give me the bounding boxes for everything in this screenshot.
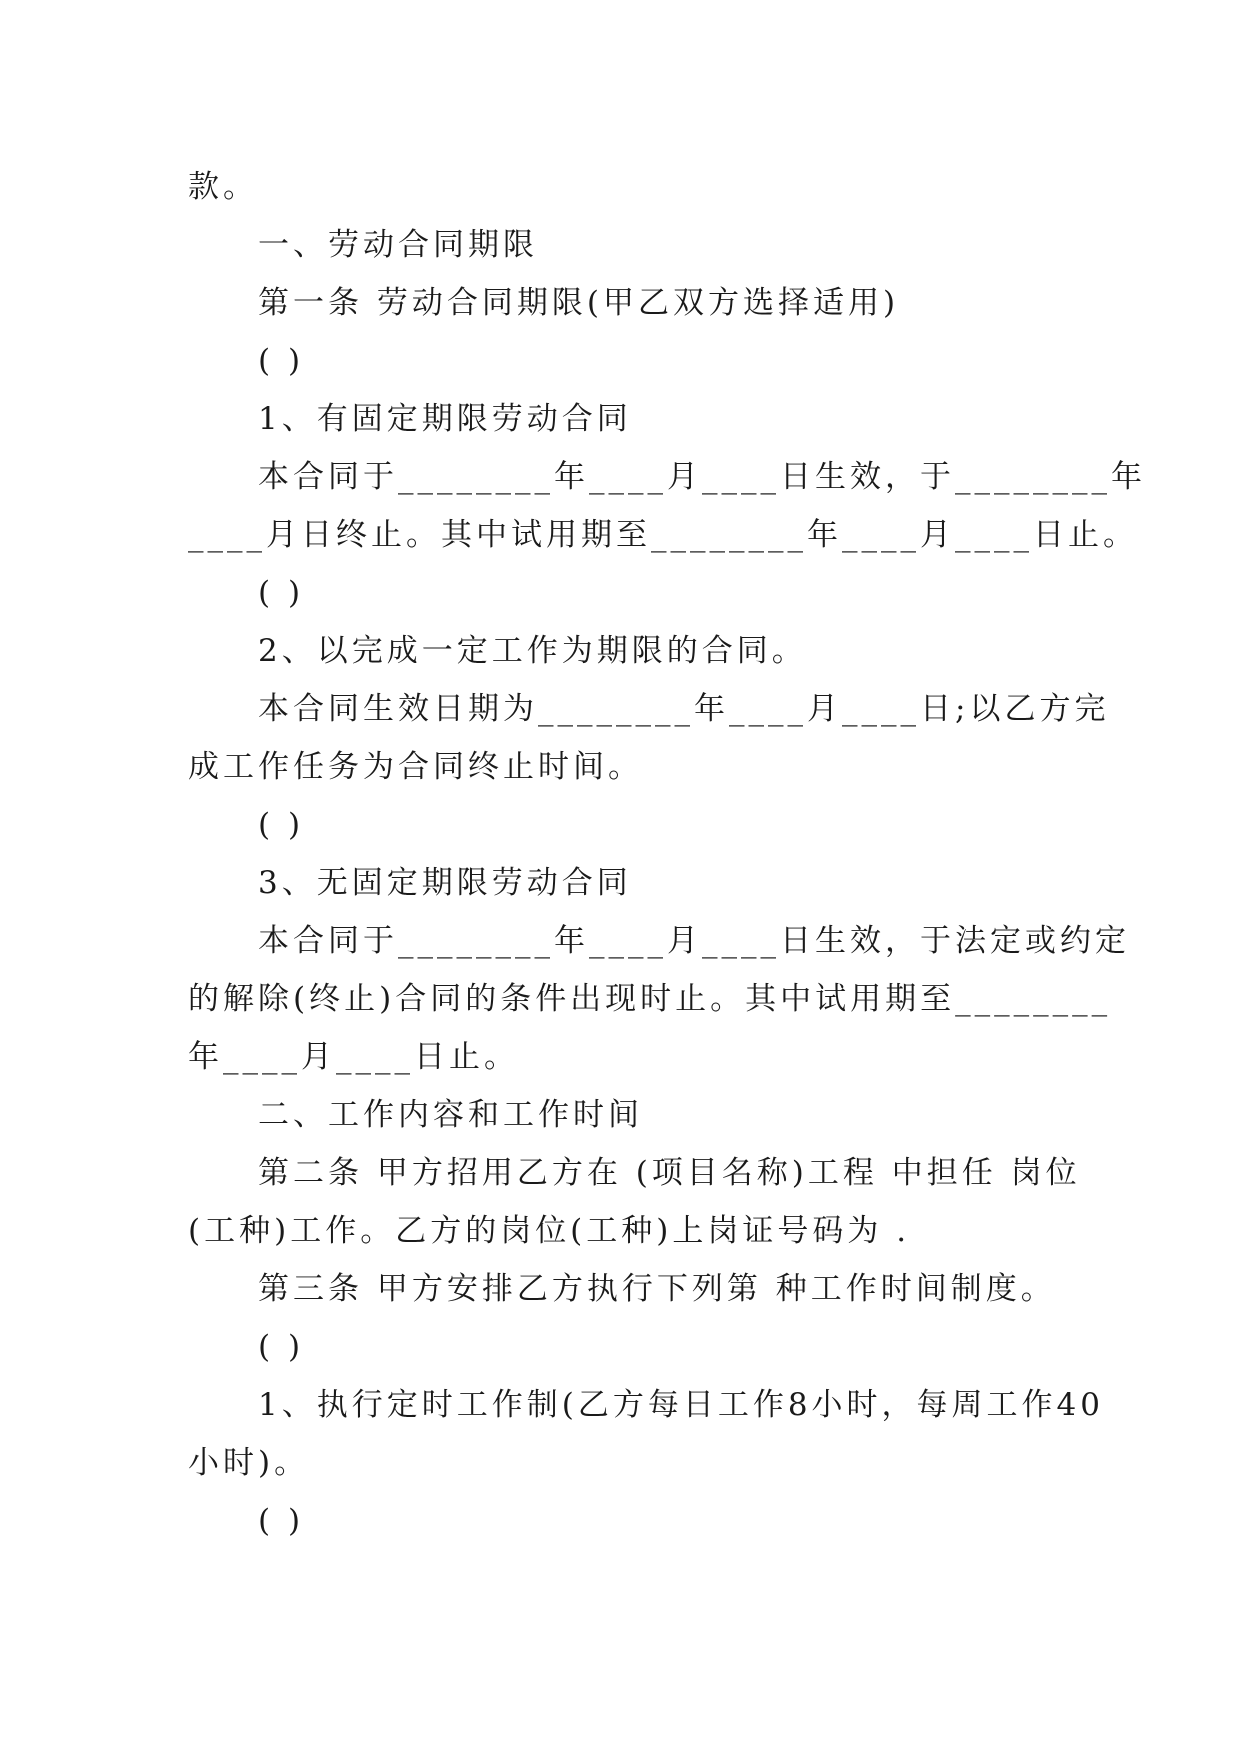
section-heading: 一、劳动合同期限: [258, 227, 538, 263]
option-heading: 1、执行定时工作制(乙方每日工作8小时，每周工作40: [258, 1387, 1104, 1423]
article-title: 第二条 甲方招用乙方在 (项目名称)工程 中担任 岗位: [258, 1155, 1081, 1191]
option-checkbox-placeholder: ( ): [258, 807, 305, 843]
option-checkbox-placeholder: ( ): [258, 1329, 305, 1365]
option-checkbox-placeholder: ( ): [258, 1503, 305, 1539]
paragraph-line: 年____月____日止。: [188, 1039, 519, 1075]
option-checkbox-placeholder: ( ): [258, 575, 305, 611]
article-title: 第一条 劳动合同期限(甲乙双方选择适用): [258, 285, 900, 321]
option-heading: 3、无固定期限劳动合同: [258, 865, 632, 901]
option-heading: 1、有固定期限劳动合同: [258, 401, 632, 437]
paragraph-line: 的解除(终止)合同的条件出现时止。其中试用期至________: [188, 981, 1112, 1017]
paragraph-line: 小时)。: [188, 1445, 310, 1481]
paragraph-line: 本合同于________年____月____日生效，于________年: [258, 459, 1146, 495]
article-title: 第三条 甲方安排乙方执行下列第 种工作时间制度。: [258, 1271, 1056, 1307]
paragraph-line: ____月日终止。其中试用期至________年____月____日止。: [188, 517, 1138, 553]
contract-body: [188, 158, 1146, 1550]
paragraph-line: (工种)工作。乙方的岗位(工种)上岗证号码为 .: [188, 1213, 911, 1249]
paragraph-line: 本合同于________年____月____日生效，于法定或约定: [258, 923, 1130, 959]
option-checkbox-placeholder: ( ): [258, 343, 305, 379]
paragraph-line: 本合同生效日期为________年____月____日;以乙方完: [258, 691, 1110, 727]
option-heading: 2、以完成一定工作为期限的合同。: [258, 633, 807, 669]
paragraph-line: 款。: [188, 169, 258, 205]
paragraph-line: 成工作任务为合同终止时间。: [188, 749, 643, 785]
section-heading: 二、工作内容和工作时间: [258, 1097, 643, 1133]
